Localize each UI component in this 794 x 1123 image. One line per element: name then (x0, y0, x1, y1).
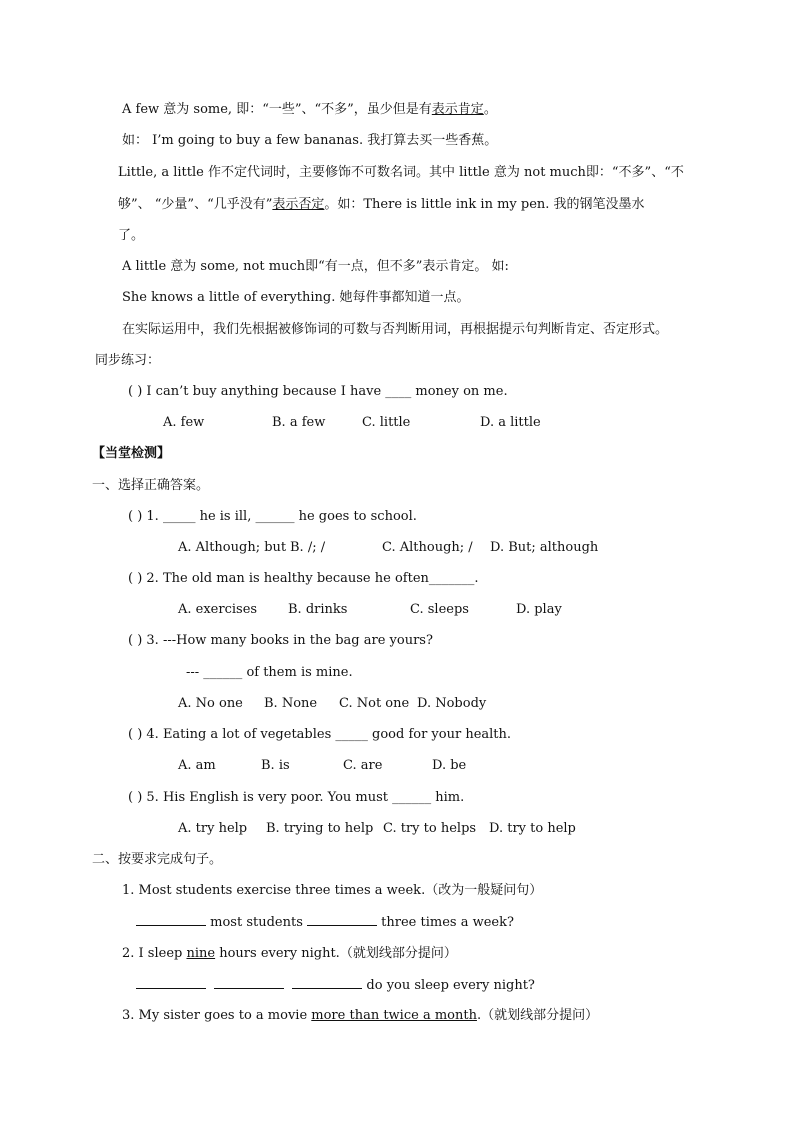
sync-option-a: A. few (163, 415, 205, 430)
question-text: 3. My sister goes to a movie (122, 1008, 312, 1023)
question-1-option-c: C. Although; / (382, 540, 473, 555)
intro-little-line: Little, a little 作不定代词时，主要修饰不可数名词。其中 little 意为 not much即：“不多”、“不 (118, 165, 684, 180)
question-1-stem: ( ) 1. _____ he is ill, ______ he goes to school. (128, 509, 417, 524)
section-heading: 【当堂检测】 (92, 446, 171, 461)
question-4-option-c: C. are (343, 758, 383, 773)
question-1-option-d: D. But; although (490, 540, 599, 555)
question-2-option-d: D. play (516, 602, 562, 617)
answer-blank[interactable] (307, 913, 377, 926)
question-3-option-a: A. No one (178, 696, 243, 711)
sync-question: ( ) I can’t buy anything because I have ____ money on me. (128, 384, 508, 399)
intro-text: 。 (483, 102, 497, 117)
question-1-option-b: B. /; / (290, 540, 326, 555)
question-2-option-c: C. sleeps (410, 602, 469, 617)
sync-option-d: D. a little (480, 415, 541, 430)
sync-practice-label: 同步练习： (95, 353, 161, 368)
question-2-option-b: B. drinks (288, 602, 348, 617)
answer-blank[interactable] (214, 976, 284, 989)
question-4-option-b: B. is (261, 758, 290, 773)
sync-option-c: C. little (362, 415, 411, 430)
question-5-option-b: B. trying to help (266, 821, 374, 836)
answer-blank[interactable] (136, 976, 206, 989)
question-5-option-c: C. try to helps (383, 821, 477, 836)
question-3-option-b: B. None (264, 696, 318, 711)
intro-usage-line: 在实际运用中，我们先根据被修饰词的可数与否判断用词，再根据提示句判断肯定、否定形式。 (122, 322, 669, 337)
question-3-option-c: C. Not one (339, 696, 410, 711)
underlined-text: 表示否定 (272, 197, 325, 212)
question-5-option-d: D. try to help (489, 821, 576, 836)
question-3-stem: ( ) 3. ---How many books in the bag are yours? (128, 633, 433, 648)
question-2-option-a: A. exercises (178, 602, 258, 617)
question-text: hours every night.（就划线部分提问） (215, 946, 457, 961)
rewrite-question-1: 1. Most students exercise three times a week.（改为一般疑问句） (122, 883, 543, 898)
rewrite-answer-1 (136, 913, 514, 932)
question-3-option-d: D. Nobody (417, 696, 487, 711)
rewrite-question-3 (122, 1007, 598, 1025)
sync-option-b: B. a few (272, 415, 326, 430)
intro-a-few-line (122, 101, 497, 119)
intro-continuation-line: 了。 (118, 228, 145, 243)
question-4-option-d: D. be (432, 758, 467, 773)
underlined-text: nine (186, 946, 216, 961)
intro-negative-line (118, 196, 645, 214)
intro-text: 。如：There is little ink in my pen. 我的钢笔没墨水 (324, 197, 645, 212)
underlined-text: 表示肯定 (431, 102, 484, 117)
question-text: .（就划线部分提问） (476, 1008, 599, 1023)
intro-text: 够”、 “少量”、“几乎没有” (118, 197, 273, 212)
intro-a-little-line: A little 意为 some, not much即“有一点，但不多”表示肯定。 如: (122, 259, 509, 274)
question-text: 2. I sleep (122, 946, 187, 961)
section2-title: 二、按要求完成句子。 (92, 852, 223, 867)
question-5-option-a: A. try help (178, 821, 248, 836)
intro-example-line-2: She knows a little of everything. 她每件事都知道一点。 (122, 290, 470, 305)
question-5-stem: ( ) 5. His English is very poor. You must ______ him. (128, 790, 465, 805)
underlined-text: more than twice a month (311, 1008, 477, 1023)
question-4-option-a: A. am (178, 758, 216, 773)
intro-text: A few 意为 some, 即：“一些”、“不多”，虽少但是有 (122, 102, 432, 117)
question-3-sub: --- ______ of them is mine. (186, 665, 353, 680)
section1-title: 一、选择正确答案。 (92, 478, 210, 493)
question-1-option-a: A. Although; but (178, 540, 287, 555)
answer-text: three times a week? (381, 915, 514, 930)
answer-blank[interactable] (292, 976, 362, 989)
rewrite-answer-2 (136, 976, 535, 995)
question-2-stem: ( ) 2. The old man is healthy because he often_______. (128, 571, 479, 586)
answer-text: most students (210, 915, 303, 930)
question-4-stem: ( ) 4. Eating a lot of vegetables _____ good for your health. (128, 727, 512, 742)
rewrite-question-2 (122, 945, 457, 963)
answer-blank[interactable] (136, 913, 206, 926)
intro-example-line: 如： I’m going to buy a few bananas. 我打算去买一些香蕉。 (122, 133, 498, 148)
answer-text: do you sleep every night? (366, 978, 535, 993)
